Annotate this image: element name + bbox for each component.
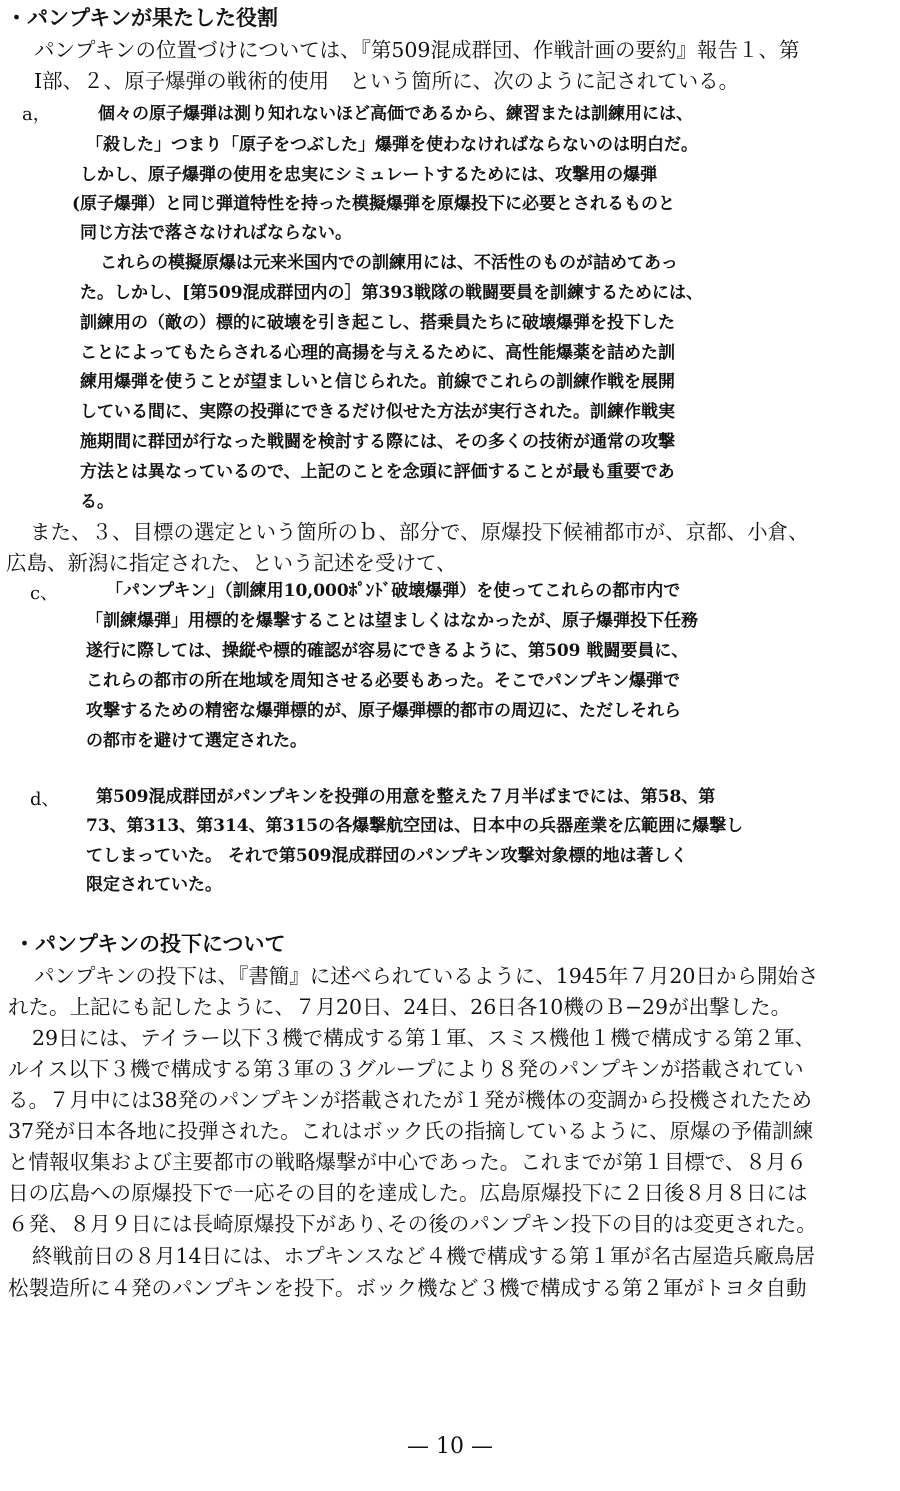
item-a-line-2: 「殺した」つまり「原子をつぶした」爆弾を使わなければならないのは明白だ。 bbox=[86, 135, 698, 155]
item-a-line-13: 方法とは異なっているので、上記のことを念頭に評価することが最も重要であ bbox=[80, 462, 675, 482]
item-a-line-5: 同じ方法で落さなければならない。 bbox=[80, 223, 352, 243]
item-d-line-1: 第509混成群団がパンプキンを投弾の用意を整えた７月半ばまでには、第58、第 bbox=[96, 787, 716, 807]
drop-line-11: 松製造所に４発のパンプキンを投下。ボック機など３機で構成する第２軍がトヨタ自動 bbox=[8, 1276, 807, 1300]
item-a-line-14: る。 bbox=[80, 492, 114, 512]
drop-line-2: れた。上記にも記したように、７月20日、24日、26日各10機のＢ−29が出撃した。 bbox=[8, 995, 792, 1019]
drop-line-4: ルイス以下３機で構成する第３軍の３グループにより８発のパンプキンが搭載されてい bbox=[8, 1057, 804, 1081]
item-a-line-9: ことによってもたらされる心理的高揚を与えるために、高性能爆薬を詰めた訓 bbox=[80, 343, 675, 363]
bridge-line-2: 広島、新潟に指定された、という記述を受けて、 bbox=[6, 551, 457, 575]
drop-line-9: ６発、８月９日には長崎原爆投下があり､その後のパンプキン投下の目的は変更された。 bbox=[8, 1212, 817, 1236]
item-c-marker: c、 bbox=[30, 583, 59, 604]
bridge-line-1: また、３、目標の選定という箇所のｂ、部分で、原爆投下候補都市が、京都、小倉、 bbox=[30, 520, 809, 544]
item-c-line-3: 遂行に際しては、操縦や標的確認が容易にできるように、第509 戦闘要員に、 bbox=[86, 641, 689, 661]
item-d-line-3: てしまっていた。 それで第509混成群団のパンプキン攻撃対象標的地は著しく bbox=[86, 846, 688, 866]
drop-line-6: 37発が日本各地に投弾された。これはボック氏の指摘しているように、原爆の予備訓練 bbox=[8, 1119, 814, 1143]
intro-line-2: Ⅰ部、２、原子爆弾の戦術的使用 という箇所に、次のように記されている。 bbox=[34, 69, 740, 93]
item-a-marker: a， bbox=[22, 104, 51, 125]
item-c-line-4: これらの都市の所在地域を周知させる必要もあった。そこでパンプキン爆弾で bbox=[86, 671, 680, 691]
item-a-line-10: 練用爆弾を使うことが望ましいと信じられた。前線でこれらの訓練作戦を展開 bbox=[80, 372, 675, 392]
item-c-line-5: 攻撃するための精密な爆弾標的が、原子爆弾標的都市の周辺に、ただしそれら bbox=[86, 701, 681, 721]
item-c-line-2: 「訓練爆弾」用標的を爆撃することは望ましくはなかったが、原子爆弾投下任務 bbox=[86, 611, 698, 631]
drop-line-10: 終戦前日の８月14日には、ホプキンスなど４機で構成する第１軍が名古屋造兵廠鳥居 bbox=[32, 1244, 815, 1268]
item-c-line-6: の都市を避けて選定された。 bbox=[86, 731, 307, 751]
intro-line-1: パンプキンの位置づけについては、『第509混成群団、作戦計画の要約』報告１、第 bbox=[34, 38, 800, 62]
drop-line-3: 29日には、テイラー以下３機で構成する第１軍、スミス機他１機で構成する第２軍、 bbox=[32, 1026, 816, 1050]
item-a-line-1: 個々の原子爆弾は測り知れないほど高価であるから、練習または訓練用には、 bbox=[98, 104, 693, 124]
drop-line-1: パンプキンの投下は、『書簡』に述べられているように、1945年７月20日から開始さ bbox=[34, 964, 819, 988]
item-d-line-2: 73、第313、第314、第315の各爆撃航空団は、日本中の兵器産業を広範囲に爆撃し bbox=[86, 816, 744, 836]
item-a-line-3: しかし、原子爆弾の使用を忠実にシミュレートするためには、攻撃用の爆弾 bbox=[80, 165, 658, 185]
section-heading-drop: ・パンプキンの投下について bbox=[14, 931, 286, 956]
item-a-line-12: 施期間に群団が行なった戦闘を検討する際には、その多くの技術が通常の攻撃 bbox=[80, 432, 675, 452]
item-a-line-4: (原子爆弾）と同じ弾道特性を持った模擬爆弾を原爆投下に必要とされるものと bbox=[72, 194, 676, 214]
drop-line-8: 日の広島への原爆投下で一応その目的を達成した。広島原爆投下に２日後８月８日には bbox=[8, 1181, 808, 1205]
item-d-marker: d、 bbox=[30, 789, 60, 810]
item-a-line-7: た。しかし、[第509混成群団内の］第393戦隊の戦闘要員を訓練するためには、 bbox=[80, 283, 704, 303]
section-heading-role: ・パンプキンが果たした役割 bbox=[6, 5, 278, 30]
item-c-line-1: 「パンプキン」（訓練用10,000ﾎﾟﾝﾄﾞ破壊爆弾）を使ってこれらの都市内で bbox=[106, 581, 681, 601]
item-d-line-4: 限定されていた。 bbox=[86, 875, 222, 895]
item-a-line-8: 訓練用の（敵の）標的に破壊を引き起こし、搭乗員たちに破壊爆弾を投下した bbox=[80, 313, 675, 333]
item-a-line-6: これらの模擬原爆は元来米国内での訓練用には、不活性のものが詰めてあっ bbox=[100, 253, 678, 273]
item-a-line-11: している間に、実際の投弾にできるだけ似せた方法が実行された。訓練作戦実 bbox=[80, 402, 675, 422]
drop-line-7: と情報収集および主要都市の戦略爆撃が中心であった。これまでが第１目標で、８月６ bbox=[8, 1150, 807, 1174]
page-number: — 10 — bbox=[407, 1434, 493, 1459]
drop-line-5: る。７月中には38発のパンプキンが搭載されたが１発が機体の変調から投機されたため bbox=[8, 1088, 813, 1112]
